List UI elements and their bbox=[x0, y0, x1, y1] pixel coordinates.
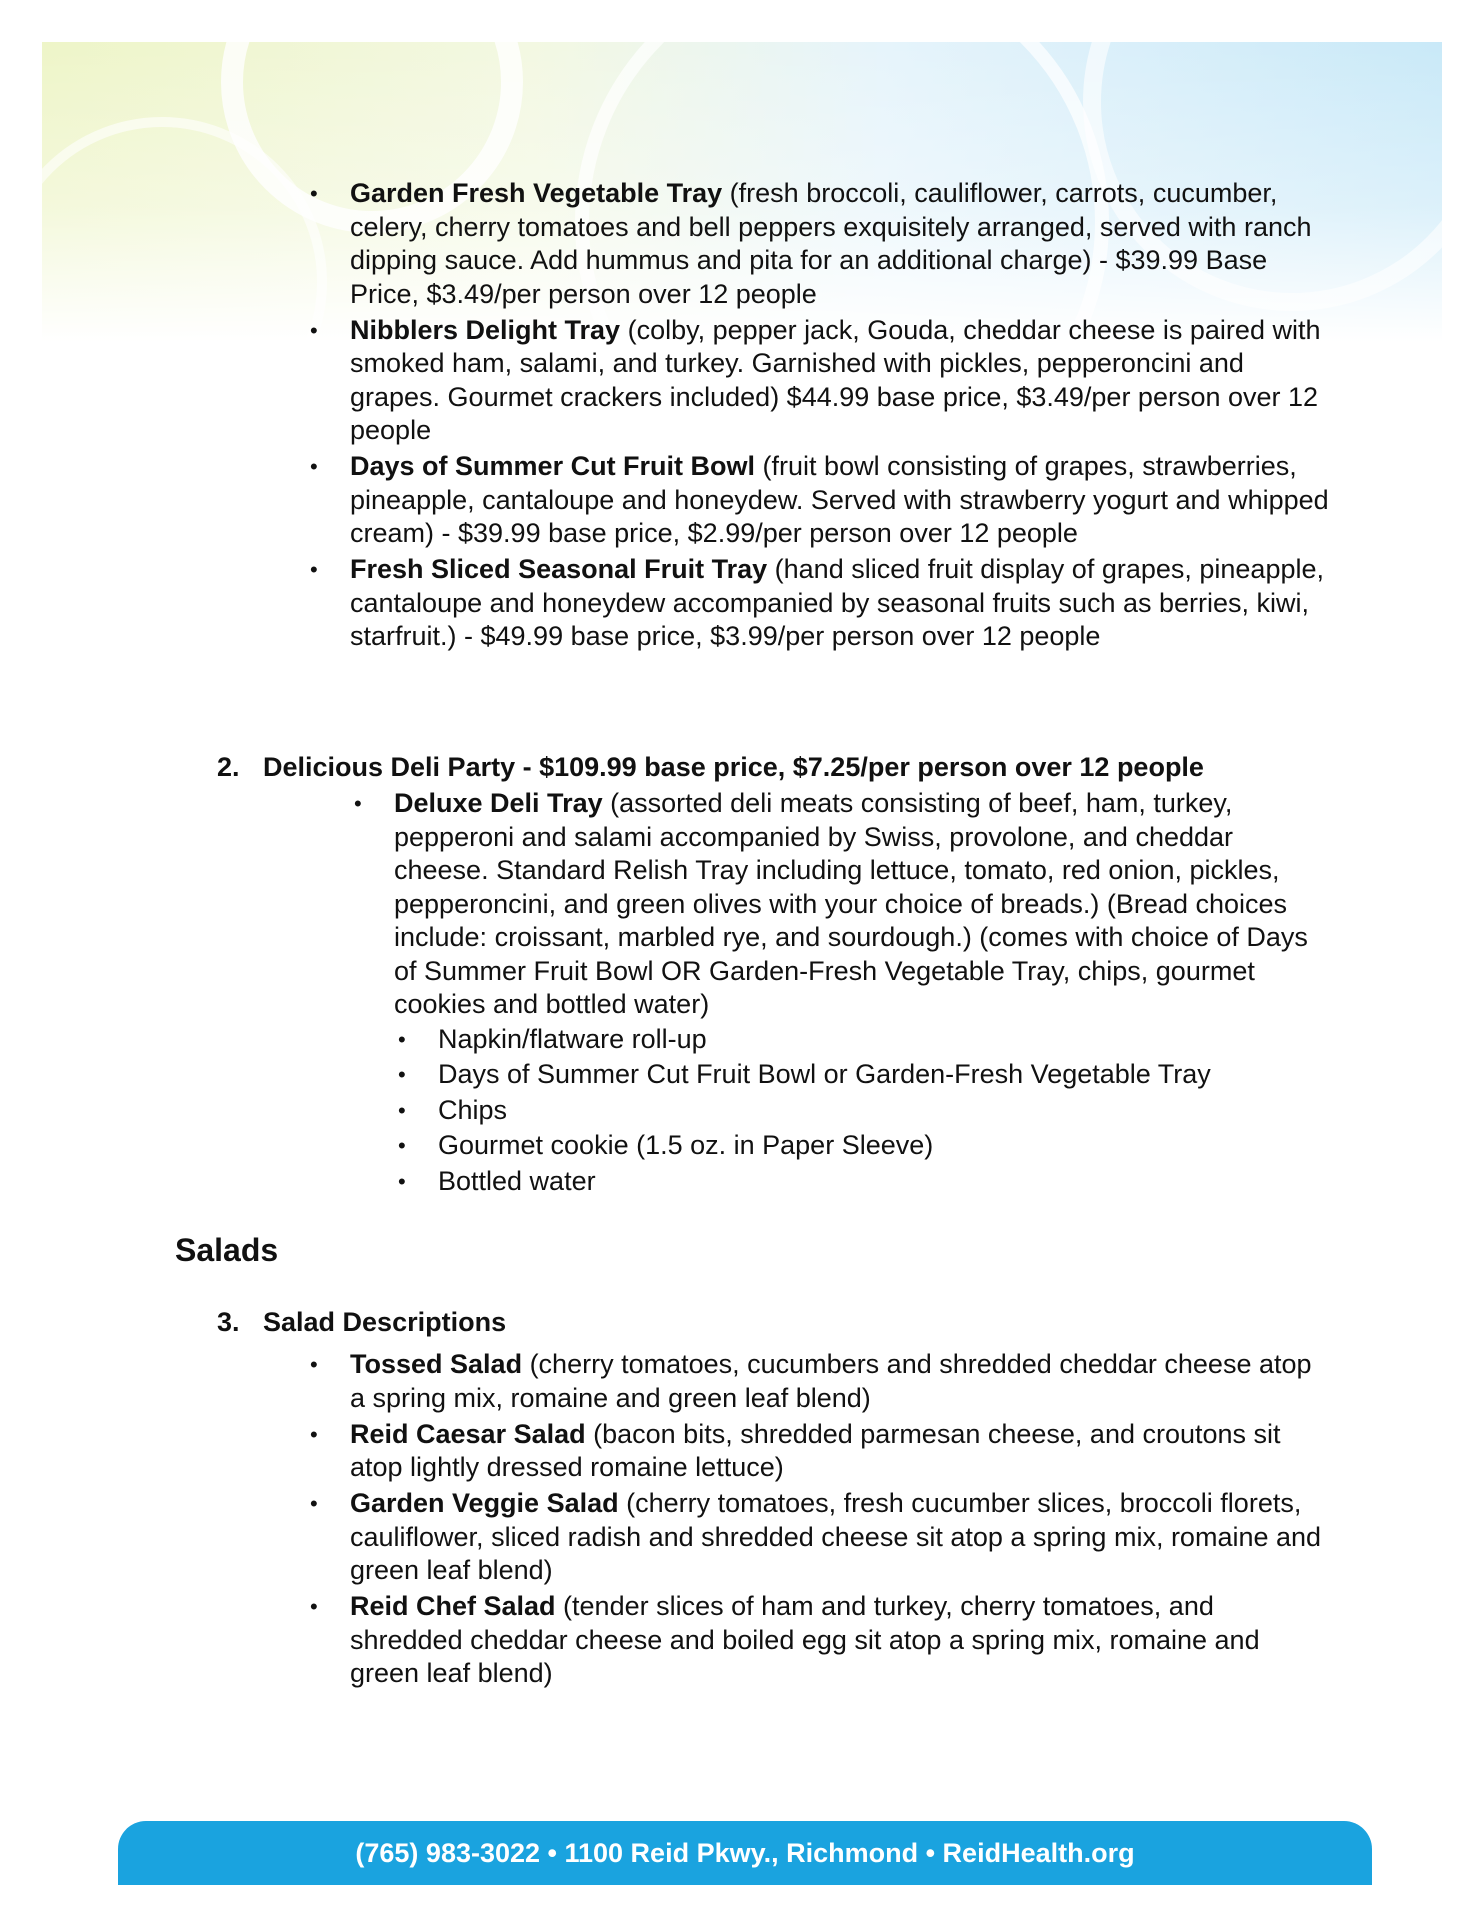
include-text: Days of Summer Cut Fruit Bowl or Garden-Fresh Vegetable Tray bbox=[438, 1059, 1211, 1089]
item-description: (assorted deli meats consisting of beef, ham, turkey, pepperoni and salami accompanied by Swiss, provolone, and cheddar cheese. Standard Relish Tray including lettuce, tomato, red onion, pickles, pepperoncini, and green olives with your choice of breads.) (Bread choices include: croissant, marbled rye, and sourdough.) (comes with choice of Days of Summer Fruit Bowl OR Garden-Fresh Vegetable Tray, chips, gourmet cookies and bottled water) bbox=[394, 788, 1308, 1019]
item-name: Deluxe Deli Tray bbox=[394, 788, 603, 818]
deli-tray-list bbox=[354, 787, 1334, 1200]
bullet-icon: • bbox=[310, 454, 318, 480]
list-item bbox=[310, 1348, 1330, 1415]
include-text: Bottled water bbox=[438, 1165, 596, 1196]
item-description: (fruit bowl consisting of grapes, strawberries, pineapple, cantaloupe and honeydew. Served with strawberry yogurt and whipped cream) - $39.99 base price, $2.99/per person over 12 people bbox=[350, 451, 1329, 549]
deli-includes-list bbox=[398, 1023, 1334, 1199]
item-name: Garden Veggie Salad bbox=[350, 1488, 619, 1519]
footer-contact-text: (765) 983-3022 • 1100 Reid Pkwy., Richmond • ReidHealth.org bbox=[355, 1837, 1135, 1868]
section-title: Salads bbox=[175, 1232, 279, 1268]
produce-tray-list bbox=[310, 177, 1330, 656]
item-description: (colby, pepper jack, Gouda, cheddar cheese is paired with smoked ham, salami, and turkey. Garnished with pickles, pepperoncini and grapes. Gourmet crackers included) $44.99 base price, $3.49/per person over 12 people bbox=[350, 314, 1321, 446]
bullet-icon: • bbox=[310, 1352, 318, 1377]
bullet-icon: • bbox=[310, 1421, 318, 1447]
bullet-icon: • bbox=[398, 1097, 406, 1123]
item-name: Garden Fresh Vegetable Tray bbox=[350, 178, 723, 208]
item-name: Tossed Salad bbox=[350, 1349, 523, 1379]
list-item bbox=[398, 1058, 1334, 1092]
list-item bbox=[310, 1418, 1330, 1485]
salad-descriptions-title: Salad Descriptions bbox=[263, 1307, 507, 1337]
item-description: (bacon bits, shredded parmesan cheese, and croutons sit atop lightly dressed romaine lettuce) bbox=[350, 1418, 1281, 1483]
item-description: (cherry tomatoes, fresh cucumber slices, broccoli florets, cauliflower, sliced radish and shredded cheese sit atop a spring mix, romaine and green leaf blend) bbox=[350, 1488, 1322, 1586]
list-item bbox=[310, 177, 1330, 311]
list-item bbox=[310, 314, 1330, 448]
bullet-icon: • bbox=[310, 557, 318, 583]
footer-contact-bar bbox=[118, 1821, 1372, 1885]
salad-descriptions-heading bbox=[217, 1306, 506, 1340]
list-item bbox=[398, 1129, 1334, 1163]
bullet-icon: • bbox=[354, 791, 362, 816]
bullet-icon: • bbox=[398, 1062, 406, 1087]
salad-list bbox=[310, 1348, 1330, 1693]
bullet-icon: • bbox=[310, 1594, 318, 1620]
item-name: Reid Chef Salad bbox=[350, 1591, 556, 1622]
item-name: Reid Caesar Salad bbox=[350, 1418, 586, 1449]
bullet-icon: • bbox=[310, 317, 318, 343]
include-text: Napkin/flatware roll-up bbox=[438, 1023, 707, 1054]
list-item bbox=[354, 787, 1334, 1198]
item-number: 2. bbox=[217, 752, 240, 782]
list-item bbox=[310, 1590, 1330, 1691]
list-item bbox=[310, 553, 1330, 654]
item-description: (fresh broccoli, cauliflower, carrots, cucumber, celery, cherry tomatoes and bell peppers exquisitely arranged, served with ranch dipping sauce. Add hummus and pita for an additional charge) - $39.99 Base Price, $3.49/per person over 12 people bbox=[350, 178, 1312, 309]
list-item bbox=[310, 450, 1330, 551]
list-item bbox=[398, 1094, 1334, 1128]
item-name: Days of Summer Cut Fruit Bowl bbox=[350, 451, 756, 482]
list-item bbox=[398, 1023, 1334, 1057]
bullet-icon: • bbox=[398, 1133, 406, 1158]
item-description: (cherry tomatoes, cucumbers and shredded cheddar cheese atop a spring mix, romaine and green leaf blend) bbox=[350, 1349, 1312, 1413]
bullet-icon: • bbox=[398, 1168, 406, 1194]
deli-party-title: Delicious Deli Party - $109.99 base price, $7.25/per person over 12 people bbox=[263, 752, 1204, 782]
include-text: Chips bbox=[438, 1094, 508, 1125]
item-description: (tender slices of ham and turkey, cherry tomatoes, and shredded cheddar cheese and boiled egg sit atop a spring mix, romaine and green leaf blend) bbox=[350, 1591, 1260, 1689]
include-text: Gourmet cookie (1.5 oz. in Paper Sleeve) bbox=[438, 1130, 934, 1160]
item-name: Nibblers Delight Tray bbox=[350, 314, 621, 345]
list-item bbox=[398, 1165, 1334, 1199]
deli-party-heading bbox=[217, 751, 1204, 785]
list-item bbox=[310, 1487, 1330, 1588]
bullet-icon: • bbox=[310, 1491, 318, 1517]
bullet-icon: • bbox=[310, 181, 318, 206]
item-name: Fresh Sliced Seasonal Fruit Tray bbox=[350, 554, 768, 585]
bullet-icon: • bbox=[398, 1026, 406, 1052]
item-number: 3. bbox=[217, 1307, 240, 1337]
item-description: (hand sliced fruit display of grapes, pineapple, cantaloupe and honeydew accompanied by seasonal fruits such as berries, kiwi, starfruit.) - $49.99 base price, $3.99/per person over 12 people bbox=[350, 554, 1324, 652]
